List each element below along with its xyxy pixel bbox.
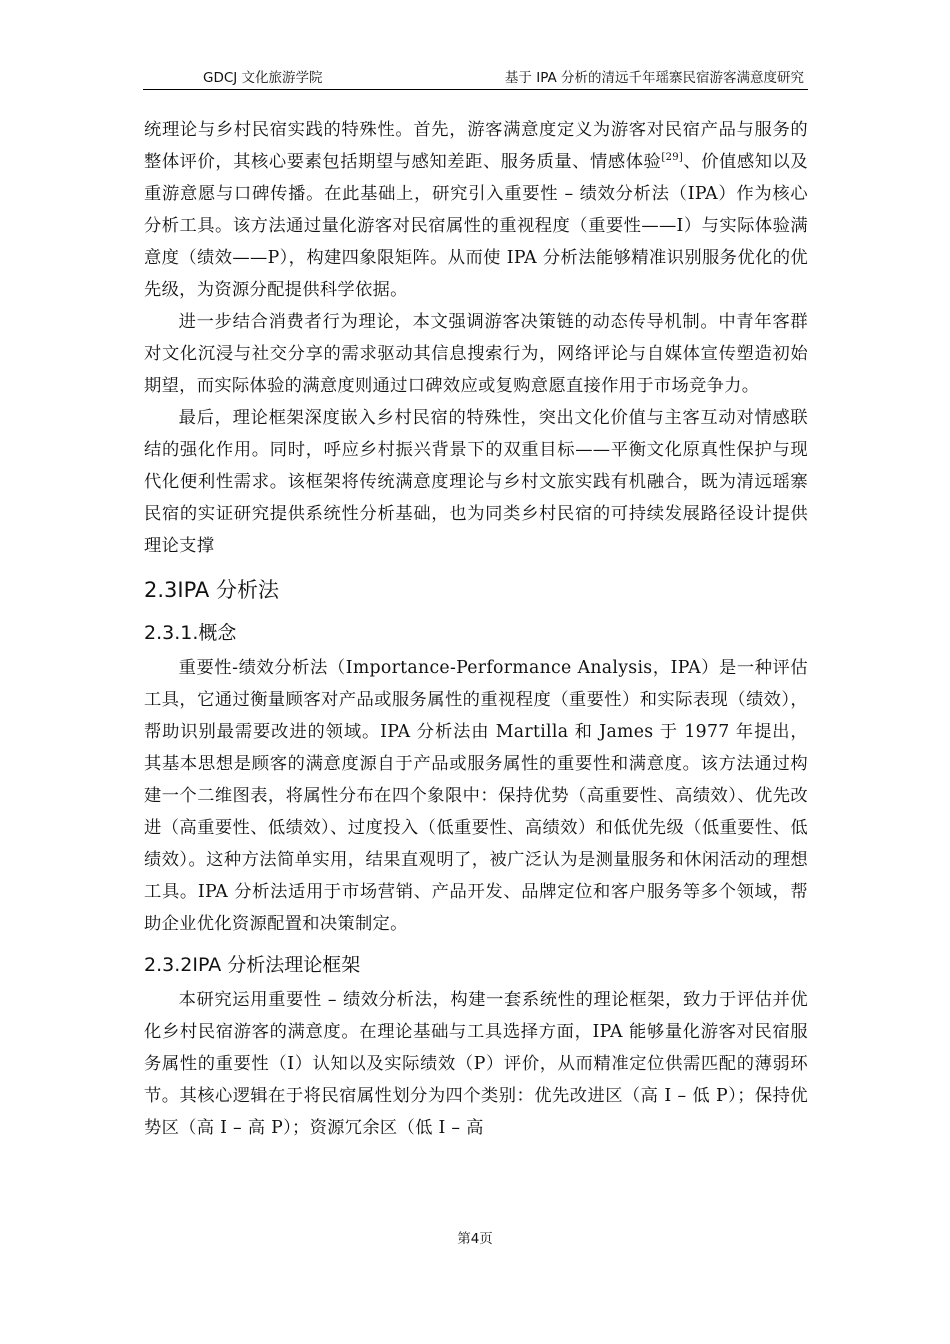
subsection-heading-framework: 2.3.2IPA 分析法理论框架 [144, 954, 361, 976]
paragraph-theory-continued [144, 114, 808, 306]
section-heading-ipa: 2.3IPA 分析法 [144, 578, 279, 602]
page-number: 第4页 [457, 1231, 493, 1247]
paragraph-text: 、价值感知以及重游意愿与口碑传播。在此基础上，研究引入重要性 – 绩效分析法（IPA）作为核心分析工具。该方法通过量化游客对民宿属性的重视程度（重要性——I）与实际体验满意度（绩效——P），构建四象限矩阵。从而使 IPA 分析法能够精准识别服务优化的优先级，为资源分配提供科学依据。 [144, 152, 808, 300]
paragraph-consumer-behavior: 进一步结合消费者行为理论，本文强调游客决策链的动态传导机制。中青年客群对文化沉浸与社交分享的需求驱动其信息搜索行为，网络评论与自媒体宣传塑造初始期望，而实际体验的满意度则通过口碑效应或复购意愿直接作用于市场竞争力。 [144, 312, 808, 396]
paragraph-ipa-concept: 重要性-绩效分析法（Importance-Performance Analysis，IPA）是一种评估工具，它通过衡量顾客对产品或服务属性的重视程度（重要性）和实际表现（绩效），帮助识别最需要改进的领域。IPA 分析法由 Martilla 和 James 于 1977 年提出，其基本思想是顾客的满意度源自于产品或服务属性的重要性和满意度。该方法通过构建一个二维图表，将属性分布在四个象限中：保持优势（高重要性、高绩效）、优先改进（高重要性、低绩效）、过度投入（低重要性、高绩效）和低优先级（低重要性、低绩效）。这种方法简单实用，结果直观明了，被广泛认为是测量服务和休闲活动的理想工具。IPA 分析法适用于市场营销、产品开发、品牌定位和客户服务等多个领域，帮助企业优化资源配置和决策制定。 [144, 658, 808, 934]
header-paper-title: 基于 IPA 分析的清远千年瑶寨民宿游客满意度研究 [504, 70, 804, 86]
paragraph-ipa-framework: 本研究运用重要性 – 绩效分析法，构建一套系统性的理论框架，致力于评估并优化乡村民宿游客的满意度。在理论基础与工具选择方面，IPA 能够量化游客对民宿服务属性的重要性（I）认知以及实际绩效（P）评价，从而精准定位供需匹配的薄弱环节。其核心逻辑在于将民宿属性划分为四个类别：优先改进区（高 I – 低 P）；保持优势区（高 I – 高 P）；资源冗余区（低 I – 高 [144, 990, 808, 1138]
running-header [143, 63, 808, 90]
citation-marker: [29] [661, 152, 684, 163]
page-body [144, 114, 808, 1144]
header-institution: GDCJ 文化旅游学院 [203, 70, 323, 86]
subsection-heading-concept: 2.3.1.概念 [144, 622, 237, 644]
paragraph-text: 统理论与乡村民宿实践的特殊性。首先，游客满意度定义为游客对民宿产品与服务的整体评价，其核心要素包括期望与感知差距、服务质量、情感体验 [144, 120, 808, 172]
paragraph-framework-summary: 最后，理论框架深度嵌入乡村民宿的特殊性，突出文化价值与主客互动对情感联结的强化作用。同时，呼应乡村振兴背景下的双重目标——平衡文化原真性保护与现代化便利性需求。该框架将传统满意度理论与乡村文旅实践有机融合，既为清远瑶寨民宿的实证研究提供系统性分析基础，也为同类乡村民宿的可持续发展路径设计提供理论支撑 [144, 408, 808, 556]
